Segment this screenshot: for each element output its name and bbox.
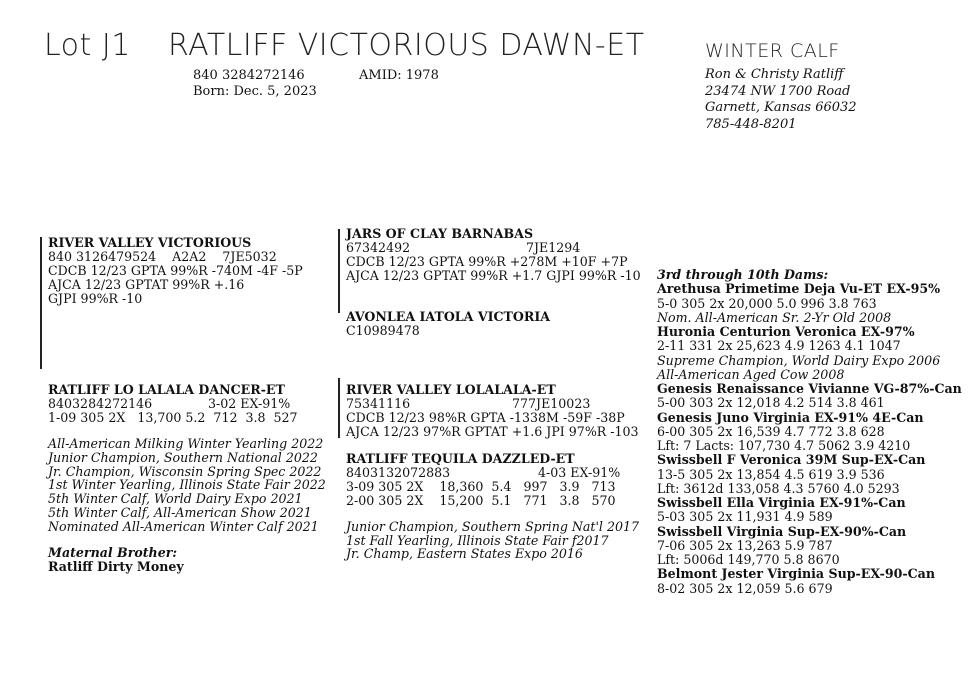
sire-sire-bracket-line — [338, 229, 340, 313]
ancestral-dam-name: Swissbell Virginia Sup-EX-90%-Can — [657, 523, 907, 539]
ancestral-dam-lifetime: Lft: 3612d 133,058 4.3 5760 4.0 5293 — [657, 480, 900, 496]
owner-city: Garnett, Kansas 66032 — [705, 100, 857, 115]
ancestral-dam-name: Arethusa Primetime Deja Vu-ET EX-95% — [657, 281, 941, 297]
dam-honor: Junior Champion, Southern National 2022 — [48, 449, 318, 465]
dam-dam-honor: Junior Champion, Southern Spring Nat'l 2017 — [346, 518, 640, 534]
dam-sire-bracket-line — [338, 378, 340, 438]
sire-dam-reg: C10989478 — [346, 322, 420, 338]
class-label: WINTER CALF — [705, 40, 840, 62]
dam-dam-block — [346, 452, 639, 561]
sire-sire-block — [346, 227, 641, 283]
ancestral-dam-name: Genesis Renaissance Vivianne VG-87%-Can — [657, 381, 962, 396]
sire-sire-name: JARS OF CLAY BARNABAS — [346, 226, 534, 241]
sire-name: RIVER VALLEY VICTORIOUS — [48, 235, 252, 250]
sire-dam-name: AVONLEA IATOLA VICTORIA — [346, 309, 550, 324]
dam-classification: 3-02 EX-91% — [208, 395, 291, 411]
sire-sire-cdcb-line: CDCB 12/23 GPTA 99%R +278M +10F +7P — [346, 253, 628, 269]
ancestral-dam-name: Belmont Jester Virginia Sup-EX-90-Can — [657, 566, 936, 582]
owner-street: 23474 NW 1700 Road — [705, 83, 851, 99]
dam-honor: Nominated All-American Winter Calf 2021 — [48, 519, 319, 535]
ancestral-dam-record: 13-5 305 2x 13,854 4.5 619 3.9 536 — [657, 466, 885, 482]
dam-dam-honor: 1st Fall Yearling, Illinois State Fair f2017 — [346, 532, 609, 548]
dam-dam-reg: 8403132072883 — [346, 464, 451, 480]
ancestral-dam-lifetime: Lft: 7 Lacts: 107,730 4.7 5062 3.9 4210 — [657, 438, 911, 453]
birth-date: Born: Dec. 5, 2023 — [193, 84, 317, 99]
registration-number: 840 3284272146 — [193, 68, 305, 83]
owner-name: Ron & Christy Ratliff — [705, 67, 844, 82]
sire-gjpi-line: GJPI 99%R -10 — [48, 290, 143, 306]
ancestral-dam-note: Nom. All-American Sr. 2-Yr Old 2008 — [657, 309, 892, 325]
ancestral-dam-record: 2-11 331 2x 25,623 4.9 1263 4.1 1047 — [657, 338, 901, 354]
ancestral-dam-record: 8-02 305 2x 12,059 5.6 679 — [657, 580, 833, 596]
owner-phone: 785-448-8201 — [705, 116, 797, 132]
lot-number: Lot J1 — [44, 28, 131, 63]
owner-block — [705, 67, 857, 133]
amid: AMID: 1978 — [359, 68, 439, 83]
dam-honor: 5th Winter Calf, All-American Show 2021 — [48, 505, 312, 521]
ancestral-dams-block — [657, 268, 962, 596]
dam-dam-record: 2-00 305 2X 15,200 5.1 771 3.8 570 — [346, 492, 616, 508]
ancestral-dam-name: Genesis Juno Virginia EX-91% 4E-Can — [657, 409, 924, 425]
maternal-brother-name: Ratliff Dirty Money — [48, 558, 184, 574]
dam-honor: All-American Milking Winter Yearling 2022 — [48, 435, 324, 451]
ancestral-dam-name: Huronia Centurion Veronica EX-97% — [657, 324, 915, 339]
ancestral-dam-name: Swissbell Ella Virginia EX-91%-Can — [657, 495, 906, 510]
ancestral-dam-note: All-American Aged Cow 2008 — [657, 366, 845, 382]
ancestral-dam-record: 5-03 305 2x 11,931 4.9 589 — [657, 509, 833, 525]
dam-record: 1-09 305 2X 13,700 5.2 712 3.8 527 — [48, 409, 298, 425]
dam-honor: 1st Winter Yearling, Illinois State Fair 2022 — [48, 477, 326, 493]
sire-dam-block — [346, 310, 550, 338]
dam-honor: 5th Winter Calf, World Dairy Expo 2021 — [48, 491, 303, 507]
sire-id-line: 840 3126479524 A2A2 7JE5032 — [48, 248, 277, 264]
ancestral-dam-note: Supreme Champion, World Dairy Expo 2006 — [657, 352, 941, 368]
dam-sire-name: RIVER VALLEY LOLALALA-ET — [346, 382, 556, 397]
ancestral-dam-lifetime: Lft: 5006d 149,770 5.8 8670 — [657, 552, 840, 567]
dam-sire-reg: 75341116 — [346, 395, 411, 411]
sire-sire-code: 7JE1294 — [526, 239, 581, 255]
sire-cdcb-line: CDCB 12/23 GPTA 99%R -740M -4F -5P — [48, 262, 303, 278]
dam-name: RATLIFF LO LALALA DANCER-ET — [48, 382, 285, 397]
ancestral-dam-record: 5-0 305 2x 20,000 5.0 996 3.8 763 — [657, 295, 877, 311]
sire-sire-reg: 67342492 — [346, 239, 411, 255]
dam-honor: Jr. Champion, Wisconsin Spring Spec 2022 — [48, 463, 322, 479]
sire-sire-ajca-line: AJCA 12/23 GPTAT 99%R +1.7 GJPI 99%R -10 — [346, 267, 641, 283]
ancestral-dam-record: 6-00 305 2x 16,539 4.7 772 3.8 628 — [657, 423, 885, 439]
dam-sire-cdcb-line: CDCB 12/23 98%R GPTA -1338M -59F -38P — [346, 409, 625, 425]
animal-name: RATLIFF VICTORIOUS DAWN-ET — [168, 28, 645, 63]
dam-dam-record: 3-09 305 2X 18,360 5.4 997 3.9 713 — [346, 478, 616, 494]
ancestral-dam-record: 7-06 305 2x 13,263 5.9 787 — [657, 537, 833, 553]
maternal-brother-label: Maternal Brother: — [48, 545, 177, 561]
ancestral-dam-name: Swissbell F Veronica 39M Sup-EX-Can — [657, 452, 926, 468]
sire-bracket-line — [40, 237, 42, 369]
dam-dam-honor: Jr. Champ, Eastern States Expo 2016 — [346, 546, 583, 562]
dam-reg: 8403284272146 — [48, 395, 153, 411]
dam-dam-name: RATLIFF TEQUILA DAZZLED-ET — [346, 451, 575, 466]
dam-sire-ajca-line: AJCA 12/23 97%R GPTAT +1.6 JPI 97%R -103 — [346, 423, 639, 439]
dam-sire-code: 777JE10023 — [512, 395, 591, 411]
dam-dam-classification: 4-03 EX-91% — [538, 464, 621, 480]
sire-ajca-line: AJCA 12/23 GPTAT 99%R +.16 — [48, 276, 245, 292]
dam-block — [48, 383, 326, 574]
sire-block — [48, 236, 303, 306]
dam-sire-block — [346, 383, 639, 439]
ancestral-dams-heading: 3rd through 10th Dams: — [657, 267, 829, 282]
ancestral-dam-record: 5-00 303 2x 12,018 4.2 514 3.8 461 — [657, 395, 885, 411]
